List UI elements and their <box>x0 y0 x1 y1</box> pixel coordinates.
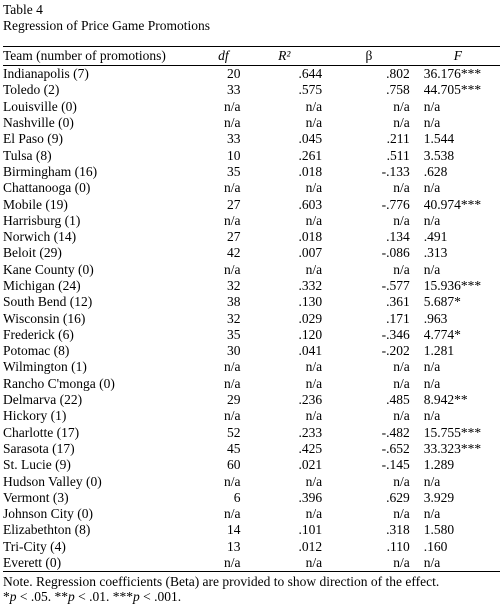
cell-team: Louisville (0) <box>3 98 77 114</box>
table-row <box>3 66 500 83</box>
table-row <box>3 506 500 522</box>
table-label: Table 4 <box>3 2 43 17</box>
cell-beta: n/a <box>393 212 410 228</box>
cell-beta: .511 <box>386 147 410 163</box>
cell-team: Elizabethton (8) <box>3 522 91 538</box>
cell-r2: n/a <box>246 555 328 572</box>
cell-df: 45 <box>226 440 241 456</box>
cell-beta: .758 <box>386 82 410 98</box>
cell-r2: n/a <box>305 408 323 424</box>
cell-team: Mobile (19) <box>3 196 68 212</box>
cell-beta: .134 <box>386 229 410 245</box>
cell-beta: n/a <box>393 375 410 391</box>
cell-df: n/a <box>206 555 246 572</box>
cell-beta: n/a <box>393 180 410 196</box>
table-row <box>3 359 500 375</box>
cell-f: .491 <box>423 229 448 245</box>
table-row <box>3 539 500 555</box>
cell-beta: .802 <box>386 66 410 82</box>
cell-r2: n/a <box>305 473 323 489</box>
cell-df: 42 <box>226 245 241 261</box>
cell-r2: .644 <box>298 66 323 82</box>
cell-f: 44.705*** <box>423 82 482 98</box>
header-r2: R² <box>246 47 328 66</box>
cell-beta: n/a <box>393 408 410 424</box>
cell-r2: .332 <box>298 278 323 293</box>
cell-df: 27 <box>226 196 241 212</box>
cell-f: .313 <box>423 245 448 261</box>
cell-team: Beloit (29) <box>3 245 62 261</box>
cell-team: El Paso (9) <box>3 131 63 147</box>
cell-df: n/a <box>223 115 241 131</box>
table-row <box>3 180 500 196</box>
cell-df: n/a <box>223 473 241 489</box>
cell-df: 32 <box>226 278 241 293</box>
cell-f: 1.544 <box>423 131 455 147</box>
cell-f: 40.974*** <box>423 196 482 212</box>
cell-df: n/a <box>223 212 241 228</box>
header-df: df <box>206 47 246 66</box>
table-row <box>3 147 500 163</box>
cell-r2: .045 <box>298 131 323 147</box>
cell-beta: .485 <box>386 392 410 408</box>
cell-r2: .236 <box>298 392 323 408</box>
cell-f: n/a <box>423 98 441 114</box>
cell-team: Norwich (14) <box>3 229 77 245</box>
cell-team: Vermont (3) <box>3 489 69 505</box>
cell-r2: .130 <box>298 294 323 310</box>
cell-df: 10 <box>226 147 241 163</box>
cell-beta: .171 <box>386 310 410 326</box>
cell-beta: n/a <box>393 261 410 277</box>
cell-df: 27 <box>226 229 241 245</box>
header-row <box>3 47 500 66</box>
cell-team: Wilmington (1) <box>3 359 87 375</box>
cell-beta: -.133 <box>381 163 410 179</box>
table-row <box>3 245 500 261</box>
cell-beta: -.577 <box>381 278 410 293</box>
cell-beta: .361 <box>386 294 410 310</box>
cell-team: St. Lucie (9) <box>3 457 71 473</box>
cell-df: 14 <box>226 522 241 538</box>
cell-df: 29 <box>226 392 241 408</box>
header-beta: β <box>328 47 416 66</box>
table-row <box>3 294 500 310</box>
cell-df: 32 <box>226 310 241 326</box>
table-row <box>3 164 500 180</box>
cell-r2: .018 <box>298 163 323 179</box>
cell-team: Birmingham (16) <box>3 163 98 179</box>
cell-beta: n/a <box>393 115 410 131</box>
cell-team: Everett (0) <box>3 555 206 572</box>
cell-df: 35 <box>226 163 241 179</box>
table-row <box>3 555 500 572</box>
cell-team: Toledo (2) <box>3 82 60 98</box>
cell-df: 35 <box>226 326 241 342</box>
table-row <box>3 425 500 441</box>
cell-f: n/a <box>423 212 441 228</box>
cell-df: n/a <box>223 506 241 522</box>
table-row <box>3 441 500 457</box>
table-row <box>3 473 500 489</box>
table-row <box>3 327 500 343</box>
cell-r2: .021 <box>298 457 323 473</box>
cell-team: Tri-City (4) <box>3 538 66 554</box>
cell-team: Chattanooga (0) <box>3 180 91 196</box>
cell-r2: .575 <box>298 82 323 98</box>
cell-beta: n/a <box>328 555 416 572</box>
cell-r2: n/a <box>305 212 323 228</box>
cell-df: 60 <box>226 457 241 473</box>
cell-team: South Bend (12) <box>3 294 93 310</box>
cell-f: .628 <box>423 163 448 179</box>
cell-r2: .101 <box>298 522 323 538</box>
cell-r2: n/a <box>305 115 323 131</box>
cell-r2: n/a <box>305 506 323 522</box>
cell-r2: .120 <box>298 326 323 342</box>
cell-r2: .425 <box>298 440 323 456</box>
cell-r2: .018 <box>298 229 323 245</box>
cell-r2: .041 <box>298 343 323 359</box>
table-row <box>3 82 500 98</box>
cell-beta: .211 <box>386 131 410 147</box>
header-f: F <box>416 47 500 66</box>
cell-df: 30 <box>226 343 241 359</box>
cell-f: 15.936*** <box>423 278 482 293</box>
cell-df: n/a <box>223 261 241 277</box>
cell-beta: -.346 <box>381 326 410 342</box>
cell-beta: -.776 <box>381 196 410 212</box>
cell-f: 1.281 <box>423 343 455 359</box>
cell-df: 13 <box>226 538 241 554</box>
cell-team: Michigan (24) <box>3 278 81 293</box>
cell-df: n/a <box>223 180 241 196</box>
cell-beta: -.086 <box>381 245 410 261</box>
cell-f: .963 <box>423 310 448 326</box>
cell-beta: -.145 <box>381 457 410 473</box>
header-team: Team (number of promotions) <box>3 47 206 66</box>
cell-team: Rancho C'monga (0) <box>3 375 115 391</box>
cell-f: n/a <box>423 506 441 522</box>
table-row <box>3 408 500 424</box>
cell-df: n/a <box>223 408 241 424</box>
cell-beta: n/a <box>393 359 410 375</box>
cell-team: Harrisburg (1) <box>3 212 81 228</box>
cell-f: n/a <box>423 261 441 277</box>
cell-team: Frederick (6) <box>3 326 74 342</box>
cell-r2: .396 <box>298 489 323 505</box>
cell-beta: -.652 <box>381 440 410 456</box>
cell-r2: .012 <box>298 538 323 554</box>
cell-team: Tulsa (8) <box>3 147 52 163</box>
cell-f: n/a <box>423 375 441 391</box>
cell-df: 33 <box>226 131 241 147</box>
table-row <box>3 262 500 278</box>
cell-r2: n/a <box>305 98 323 114</box>
cell-r2: .261 <box>298 147 323 163</box>
note-line-1: Note. Regression coefficients (Beta) are provided to show direction of the effect. <box>3 574 440 590</box>
cell-beta: .110 <box>386 538 410 554</box>
table-row <box>3 196 500 212</box>
cell-df: n/a <box>223 359 241 375</box>
cell-f: 3.538 <box>423 147 455 163</box>
cell-f: 8.942** <box>423 392 468 408</box>
cell-f: .160 <box>423 538 448 554</box>
cell-f: 36.176*** <box>423 66 482 82</box>
cell-f: 33.323*** <box>423 440 482 456</box>
cell-team: Charlotte (17) <box>3 424 80 440</box>
cell-r2: .603 <box>298 196 323 212</box>
cell-f: n/a <box>416 555 500 572</box>
cell-df: n/a <box>223 98 241 114</box>
table-row <box>3 99 500 115</box>
cell-team: Delmarva (22) <box>3 392 83 408</box>
cell-f: 4.774* <box>423 326 461 342</box>
cell-df: n/a <box>223 375 241 391</box>
cell-team: Kane County (0) <box>3 261 94 277</box>
table-row <box>3 229 500 245</box>
cell-f: n/a <box>423 359 441 375</box>
table-row <box>3 115 500 131</box>
table-title: Regression of Price Game Promotions <box>3 18 210 33</box>
cell-team: Potomac (8) <box>3 343 70 359</box>
cell-team: Johnson City (0) <box>3 506 94 522</box>
cell-team: Indianapolis (7) <box>3 66 89 82</box>
table-row <box>3 376 500 392</box>
cell-r2: .233 <box>298 424 323 440</box>
cell-beta: .318 <box>386 522 410 538</box>
cell-r2: .029 <box>298 310 323 326</box>
cell-df: 33 <box>226 82 241 98</box>
cell-df: 52 <box>226 424 241 440</box>
table-row <box>3 522 500 538</box>
cell-f: 3.929 <box>423 489 455 505</box>
table-row <box>3 457 500 473</box>
cell-team: Wisconsin (16) <box>3 310 86 326</box>
cell-df: 6 <box>233 489 241 505</box>
cell-team: Sarasota (17) <box>3 440 75 456</box>
cell-f: 15.755*** <box>423 424 482 440</box>
table-row <box>3 213 500 229</box>
cell-df: 20 <box>226 66 241 82</box>
table-row <box>3 392 500 408</box>
note-line-2: *p < .05. **p < .01. ***p < .001. <box>3 589 182 604</box>
cell-f: n/a <box>423 408 441 424</box>
cell-f: n/a <box>423 180 441 196</box>
table-body <box>3 66 500 572</box>
cell-r2: n/a <box>305 261 323 277</box>
cell-r2: n/a <box>305 375 323 391</box>
cell-r2: n/a <box>305 180 323 196</box>
cell-f: n/a <box>423 473 441 489</box>
cell-team: Nashville (0) <box>3 115 74 131</box>
cell-beta: n/a <box>393 506 410 522</box>
cell-r2: .007 <box>298 245 323 261</box>
cell-team: Hudson Valley (0) <box>3 473 102 489</box>
cell-beta: -.202 <box>381 343 410 359</box>
regression-table <box>3 46 500 572</box>
table-note <box>3 574 500 604</box>
table-row <box>3 278 500 294</box>
cell-beta: .629 <box>386 489 410 505</box>
table-row <box>3 131 500 147</box>
table-row <box>3 490 500 506</box>
cell-f: n/a <box>423 115 441 131</box>
cell-f: 1.580 <box>423 522 455 538</box>
cell-r2: n/a <box>305 359 323 375</box>
cell-df: 38 <box>226 294 241 310</box>
table-row <box>3 310 500 326</box>
table-row <box>3 343 500 359</box>
cell-team: Hickory (1) <box>3 408 67 424</box>
cell-beta: -.482 <box>381 424 410 440</box>
cell-f: 1.289 <box>423 457 455 473</box>
cell-beta: n/a <box>393 98 410 114</box>
cell-beta: n/a <box>393 473 410 489</box>
cell-f: 5.687* <box>423 294 461 310</box>
